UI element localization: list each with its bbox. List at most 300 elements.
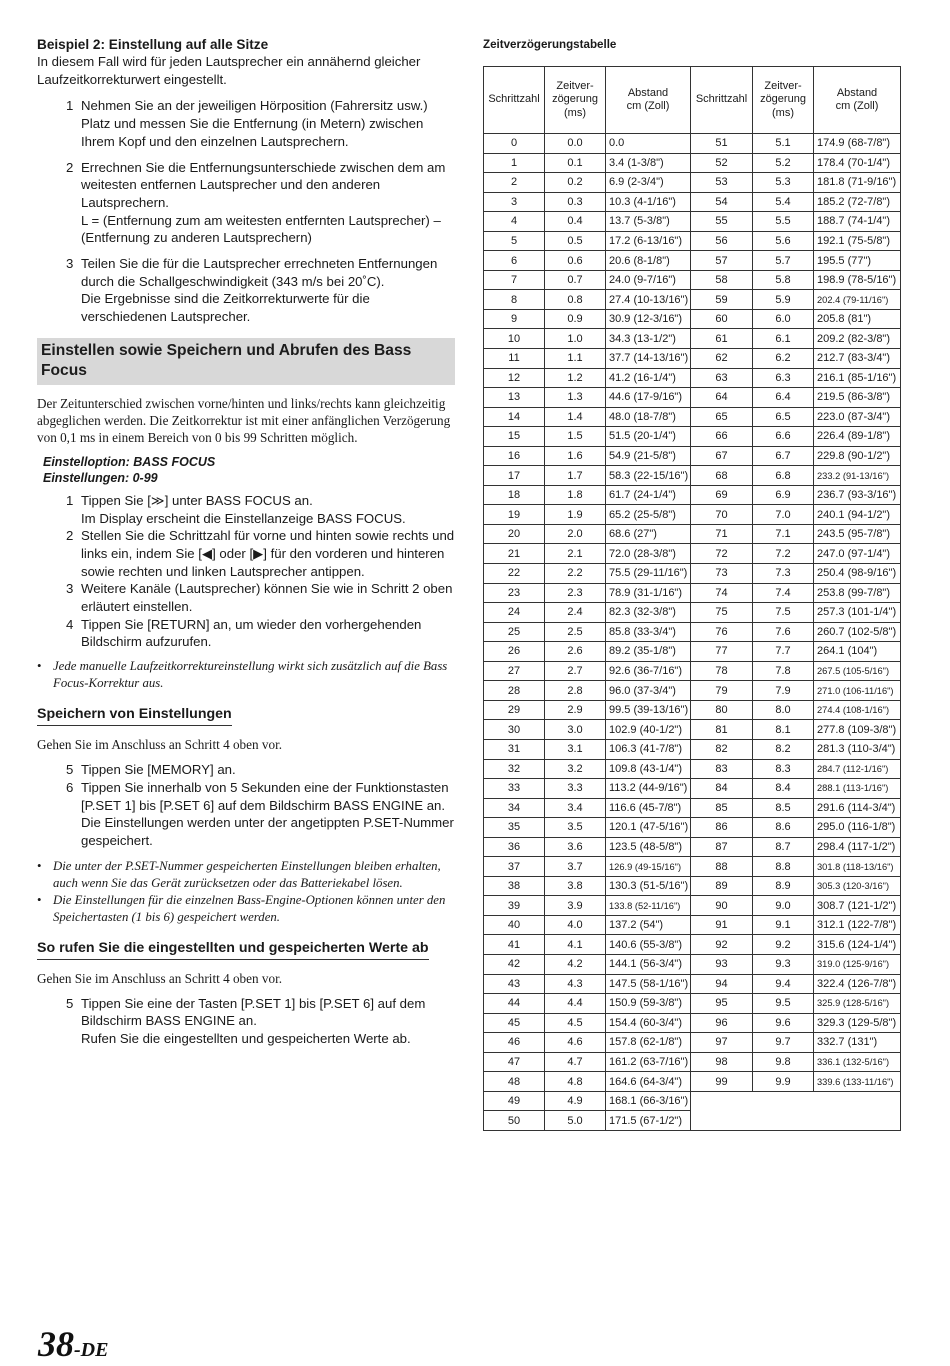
table-cell: 49 bbox=[484, 1091, 545, 1111]
distance-cell: 65.2 (25-5/8") bbox=[606, 505, 691, 525]
distance-cell: 233.2 (91-13/16") bbox=[814, 466, 901, 486]
header-cell: Schrittzahl bbox=[691, 67, 753, 134]
empty-cell bbox=[691, 1091, 901, 1130]
distance-cell: 181.8 (71-9/16") bbox=[814, 173, 901, 193]
note-text: Die unter der P.SET-Nummer gespeicherten Einstellungen bleiben erhalten, auch wenn Sie das Gerät zurücksetzen oder das Batteriekabel lösen. bbox=[53, 858, 441, 890]
table-cell: 3.5 bbox=[545, 818, 606, 838]
section-title: Einstellen sowie Speichern und Abrufen des Bass Focus bbox=[37, 338, 455, 385]
distance-cell: 78.9 (31-1/16") bbox=[606, 583, 691, 603]
table-cell: 65 bbox=[691, 407, 753, 427]
table-cell: 8.6 bbox=[753, 818, 814, 838]
distance-cell: 51.5 (20-1/4") bbox=[606, 427, 691, 447]
table-row bbox=[484, 251, 901, 271]
table-cell: 1.4 bbox=[545, 407, 606, 427]
table-cell: 2 bbox=[484, 173, 545, 193]
distance-cell: 10.3 (4-1/16") bbox=[606, 192, 691, 212]
table-cell: 47 bbox=[484, 1052, 545, 1072]
table-body bbox=[484, 134, 901, 1131]
table-cell: 95 bbox=[691, 994, 753, 1014]
table-cell: 2.6 bbox=[545, 642, 606, 662]
step-text: Im Display erscheint die Einstellanzeige BASS FOCUS. bbox=[81, 510, 406, 526]
table-cell: 6.2 bbox=[753, 349, 814, 369]
table-cell: 5.9 bbox=[753, 290, 814, 310]
distance-cell: 192.1 (75-5/8") bbox=[814, 231, 901, 251]
table-row bbox=[484, 896, 901, 916]
table-cell: 0.5 bbox=[545, 231, 606, 251]
table-cell: 14 bbox=[484, 407, 545, 427]
table-row bbox=[484, 798, 901, 818]
distance-cell: 3.4 (1-3/8") bbox=[606, 153, 691, 173]
table-cell: 5.0 bbox=[545, 1111, 606, 1131]
table-cell: 7.0 bbox=[753, 505, 814, 525]
table-cell: 1.6 bbox=[545, 446, 606, 466]
distance-cell: 150.9 (59-3/8") bbox=[606, 994, 691, 1014]
distance-cell: 157.8 (62-1/8") bbox=[606, 1033, 691, 1053]
recall-intro: Gehen Sie im Anschluss an Schritt 4 oben vor. bbox=[37, 970, 283, 986]
option-line-1: Einstelloption: BASS FOCUS bbox=[43, 454, 216, 469]
table-cell: 3.0 bbox=[545, 720, 606, 740]
distance-cell: 34.3 (13-1/2") bbox=[606, 329, 691, 349]
table-cell: 54 bbox=[691, 192, 753, 212]
table-cell: 1.5 bbox=[545, 427, 606, 447]
table-cell: 37 bbox=[484, 857, 545, 877]
distance-cell: 188.7 (74-1/4") bbox=[814, 212, 901, 232]
distance-cell: 0.0 bbox=[606, 134, 691, 154]
table-cell: 58 bbox=[691, 270, 753, 290]
table-cell: 29 bbox=[484, 700, 545, 720]
distance-cell: 44.6 (17-9/16") bbox=[606, 388, 691, 408]
distance-cell: 202.4 (79-11/16") bbox=[814, 290, 901, 310]
table-row bbox=[484, 544, 901, 564]
distance-cell: 243.5 (95-7/8") bbox=[814, 524, 901, 544]
distance-cell: 133.8 (52-11/16") bbox=[606, 896, 691, 916]
distance-cell: 61.7 (24-1/4") bbox=[606, 485, 691, 505]
distance-cell: 30.9 (12-3/16") bbox=[606, 309, 691, 329]
table-cell: 5.2 bbox=[753, 153, 814, 173]
table-cell: 7.5 bbox=[753, 603, 814, 623]
table-cell: 44 bbox=[484, 994, 545, 1014]
table-row bbox=[484, 564, 901, 584]
table-cell: 2.5 bbox=[545, 622, 606, 642]
table-cell: 2.1 bbox=[545, 544, 606, 564]
distance-cell: 322.4 (126-7/8") bbox=[814, 974, 901, 994]
table-row bbox=[484, 192, 901, 212]
table-cell: 6 bbox=[484, 251, 545, 271]
distance-cell: 82.3 (32-3/8") bbox=[606, 603, 691, 623]
table-row bbox=[484, 290, 901, 310]
table-cell: 81 bbox=[691, 720, 753, 740]
table-cell: 3.2 bbox=[545, 759, 606, 779]
table-cell: 9.7 bbox=[753, 1033, 814, 1053]
distance-cell: 58.3 (22-15/16") bbox=[606, 466, 691, 486]
table-cell: 4.5 bbox=[545, 1013, 606, 1033]
table-cell: 85 bbox=[691, 798, 753, 818]
table-cell: 16 bbox=[484, 446, 545, 466]
distance-cell: 315.6 (124-1/4") bbox=[814, 935, 901, 955]
page-number bbox=[38, 1322, 108, 1366]
step-number: 1 bbox=[66, 492, 74, 508]
distance-cell: 209.2 (82-3/8") bbox=[814, 329, 901, 349]
table-cell: 6.7 bbox=[753, 446, 814, 466]
table-row bbox=[484, 935, 901, 955]
table-cell: 43 bbox=[484, 974, 545, 994]
table-cell: 2.3 bbox=[545, 583, 606, 603]
table-cell: 38 bbox=[484, 876, 545, 896]
table-cell: 9.3 bbox=[753, 954, 814, 974]
distance-cell: 164.6 (64-3/4") bbox=[606, 1072, 691, 1092]
table-cell: 63 bbox=[691, 368, 753, 388]
table-cell: 5.6 bbox=[753, 231, 814, 251]
table-cell: 26 bbox=[484, 642, 545, 662]
table-header-row bbox=[484, 67, 901, 134]
table-row bbox=[484, 954, 901, 974]
distance-cell: 291.6 (114-3/4") bbox=[814, 798, 901, 818]
step-text: Nehmen Sie an der jeweiligen Hörposition (Fahrersitz usw.) Platz und messen Sie die Entfernung (in Metern) zwischen Ihrem Kopf und den einzelnen Lautsprechern. bbox=[81, 98, 428, 149]
table-cell: 9.2 bbox=[753, 935, 814, 955]
step-text: Tippen Sie [RETURN] an, um wieder den vorhergehenden Bildschirm aufzurufen. bbox=[81, 616, 422, 650]
table-cell: 19 bbox=[484, 505, 545, 525]
table-cell: 23 bbox=[484, 583, 545, 603]
distance-cell: 267.5 (105-5/16") bbox=[814, 661, 901, 681]
distance-cell: 319.0 (125-9/16") bbox=[814, 954, 901, 974]
step-item bbox=[66, 761, 455, 779]
table-cell: 3.6 bbox=[545, 837, 606, 857]
distance-cell: 113.2 (44-9/16") bbox=[606, 779, 691, 799]
note-item bbox=[37, 658, 455, 692]
table-cell: 62 bbox=[691, 349, 753, 369]
distance-cell: 288.1 (113-1/16") bbox=[814, 779, 901, 799]
table-cell: 80 bbox=[691, 700, 753, 720]
step-item bbox=[66, 527, 455, 580]
save-heading: Speichern von Einstellungen bbox=[37, 705, 232, 726]
table-cell: 4.8 bbox=[545, 1072, 606, 1092]
distance-cell: 250.4 (98-9/16") bbox=[814, 564, 901, 584]
table-cell: 42 bbox=[484, 954, 545, 974]
table-row bbox=[484, 270, 901, 290]
distance-cell: 332.7 (131") bbox=[814, 1033, 901, 1053]
table-row bbox=[484, 994, 901, 1014]
step-number: 3 bbox=[66, 256, 74, 272]
table-cell: 6.4 bbox=[753, 388, 814, 408]
step-item bbox=[66, 779, 455, 850]
table-row bbox=[484, 1091, 901, 1111]
distance-cell: 48.0 (18-7/8") bbox=[606, 407, 691, 427]
distance-cell: 27.4 (10-13/16") bbox=[606, 290, 691, 310]
step-text: Tippen Sie eine der Tasten [P.SET 1] bis [P.SET 6] auf dem Bildschirm BASS ENGINE an. bbox=[81, 995, 426, 1029]
table-cell: 57 bbox=[691, 251, 753, 271]
save-intro: Gehen Sie im Anschluss an Schritt 4 oben vor. bbox=[37, 737, 283, 753]
distance-cell: 174.9 (68-7/8") bbox=[814, 134, 901, 154]
step-item bbox=[66, 255, 455, 326]
table-cell: 35 bbox=[484, 818, 545, 838]
table-row bbox=[484, 681, 901, 701]
table-row bbox=[484, 974, 901, 994]
table-cell: 83 bbox=[691, 759, 753, 779]
distance-cell: 54.9 (21-5/8") bbox=[606, 446, 691, 466]
table-cell: 7.7 bbox=[753, 642, 814, 662]
table-cell: 0.0 bbox=[545, 134, 606, 154]
table-row bbox=[484, 876, 901, 896]
table-cell: 10 bbox=[484, 329, 545, 349]
step-number: 3 bbox=[66, 581, 74, 597]
step-number: 5 bbox=[66, 995, 74, 1011]
header-cell: Schrittzahl bbox=[484, 67, 545, 134]
table-cell: 3.3 bbox=[545, 779, 606, 799]
table-row bbox=[484, 134, 901, 154]
table-cell: 1.2 bbox=[545, 368, 606, 388]
left-column bbox=[37, 36, 455, 1048]
table-cell: 6.5 bbox=[753, 407, 814, 427]
table-row bbox=[484, 1052, 901, 1072]
table-cell: 91 bbox=[691, 915, 753, 935]
distance-cell: 312.1 (122-7/8") bbox=[814, 915, 901, 935]
table-cell: 69 bbox=[691, 485, 753, 505]
table-cell: 98 bbox=[691, 1052, 753, 1072]
distance-cell: 126.9 (49-15/16") bbox=[606, 857, 691, 877]
distance-cell: 140.6 (55-3/8") bbox=[606, 935, 691, 955]
table-cell: 82 bbox=[691, 739, 753, 759]
step-item bbox=[66, 492, 455, 527]
table-cell: 5.8 bbox=[753, 270, 814, 290]
table-cell: 90 bbox=[691, 896, 753, 916]
table-cell: 0 bbox=[484, 134, 545, 154]
table-row bbox=[484, 212, 901, 232]
table-cell: 3.7 bbox=[545, 857, 606, 877]
table-cell: 97 bbox=[691, 1033, 753, 1053]
table-cell: 30 bbox=[484, 720, 545, 740]
table-row bbox=[484, 915, 901, 935]
table-cell: 45 bbox=[484, 1013, 545, 1033]
table-cell: 9 bbox=[484, 309, 545, 329]
table-cell: 21 bbox=[484, 544, 545, 564]
table-cell: 32 bbox=[484, 759, 545, 779]
step-text: Teilen Sie die für die Lautsprecher errechneten Entfernungen durch die Schallgeschwindigkeit (343 m/s bei 20˚C). bbox=[81, 256, 438, 289]
table-cell: 92 bbox=[691, 935, 753, 955]
step-text: Die Ergebnisse sind die Zeitkorrekturwerte für die verschiedenen Lautsprecher. bbox=[81, 291, 370, 325]
table-cell: 66 bbox=[691, 427, 753, 447]
table-cell: 6.1 bbox=[753, 329, 814, 349]
table-cell: 6.8 bbox=[753, 466, 814, 486]
distance-cell: 305.3 (120-3/16") bbox=[814, 876, 901, 896]
table-row bbox=[484, 485, 901, 505]
table-cell: 39 bbox=[484, 896, 545, 916]
table-cell: 1.7 bbox=[545, 466, 606, 486]
table-row bbox=[484, 446, 901, 466]
distance-cell: 216.1 (85-1/16") bbox=[814, 368, 901, 388]
distance-cell: 17.2 (6-13/16") bbox=[606, 231, 691, 251]
distance-cell: 154.4 (60-3/4") bbox=[606, 1013, 691, 1033]
option-line-2: Einstellungen: 0-99 bbox=[43, 470, 158, 485]
table-cell: 2.2 bbox=[545, 564, 606, 584]
table-cell: 8.3 bbox=[753, 759, 814, 779]
table-cell: 8.7 bbox=[753, 837, 814, 857]
table-row bbox=[484, 779, 901, 799]
table-row bbox=[484, 642, 901, 662]
step-item bbox=[66, 97, 455, 150]
table-cell: 1.0 bbox=[545, 329, 606, 349]
table-cell: 1.1 bbox=[545, 349, 606, 369]
table-cell: 2.7 bbox=[545, 661, 606, 681]
table-cell: 73 bbox=[691, 564, 753, 584]
distance-cell: 41.2 (16-1/4") bbox=[606, 368, 691, 388]
distance-cell: 185.2 (72-7/8") bbox=[814, 192, 901, 212]
distance-cell: 144.1 (56-3/4") bbox=[606, 954, 691, 974]
distance-cell: 236.7 (93-3/16") bbox=[814, 485, 901, 505]
table-cell: 8.1 bbox=[753, 720, 814, 740]
distance-cell: 147.5 (58-1/16") bbox=[606, 974, 691, 994]
header-cell: Abstand cm (Zoll) bbox=[606, 67, 691, 134]
table-cell: 86 bbox=[691, 818, 753, 838]
table-cell: 5.4 bbox=[753, 192, 814, 212]
table-row bbox=[484, 720, 901, 740]
table-cell: 68 bbox=[691, 466, 753, 486]
bullet-icon: • bbox=[37, 892, 42, 907]
distance-cell: 6.9 (2-3/4") bbox=[606, 173, 691, 193]
distance-cell: 281.3 (110-3/4") bbox=[814, 739, 901, 759]
table-cell: 51 bbox=[691, 134, 753, 154]
distance-cell: 178.4 (70-1/4") bbox=[814, 153, 901, 173]
header-cell: Zeitver- zögerung (ms) bbox=[753, 67, 814, 134]
table-cell: 4.0 bbox=[545, 915, 606, 935]
table-row bbox=[484, 309, 901, 329]
distance-cell: 247.0 (97-1/4") bbox=[814, 544, 901, 564]
distance-cell: 168.1 (66-3/16") bbox=[606, 1091, 691, 1111]
distance-cell: 284.7 (112-1/16") bbox=[814, 759, 901, 779]
page-number-suffix: -DE bbox=[74, 1339, 109, 1361]
table-cell: 40 bbox=[484, 915, 545, 935]
distance-cell: 161.2 (63-7/16") bbox=[606, 1052, 691, 1072]
table-cell: 3.1 bbox=[545, 739, 606, 759]
table-cell: 24 bbox=[484, 603, 545, 623]
table-cell: 89 bbox=[691, 876, 753, 896]
step-text: Die Einstellungen werden unter der angetippten P.SET-Nummer gespeichert. bbox=[81, 815, 454, 848]
table-cell: 4.9 bbox=[545, 1091, 606, 1111]
table-cell: 8.2 bbox=[753, 739, 814, 759]
table-cell: 4.3 bbox=[545, 974, 606, 994]
distance-cell: 339.6 (133-11/16") bbox=[814, 1072, 901, 1092]
table-cell: 27 bbox=[484, 661, 545, 681]
table-cell: 11 bbox=[484, 349, 545, 369]
table-cell: 3.4 bbox=[545, 798, 606, 818]
distance-cell: 195.5 (77") bbox=[814, 251, 901, 271]
table-cell: 0.3 bbox=[545, 192, 606, 212]
distance-cell: 226.4 (89-1/8") bbox=[814, 427, 901, 447]
right-column bbox=[483, 38, 900, 1131]
distance-cell: 301.8 (118-13/16") bbox=[814, 857, 901, 877]
table-row bbox=[484, 505, 901, 525]
table-cell: 70 bbox=[691, 505, 753, 525]
table-cell: 3.9 bbox=[545, 896, 606, 916]
table-cell: 28 bbox=[484, 681, 545, 701]
table-cell: 93 bbox=[691, 954, 753, 974]
table-cell: 71 bbox=[691, 524, 753, 544]
table-row bbox=[484, 153, 901, 173]
example-intro: In diesem Fall wird für jeden Lautsprecher ein annähernd gleicher Laufzeitkorrekturwert eingestellt. bbox=[37, 54, 421, 87]
table-cell: 18 bbox=[484, 485, 545, 505]
table-cell: 72 bbox=[691, 544, 753, 564]
distance-cell: 102.9 (40-1/2") bbox=[606, 720, 691, 740]
table-cell: 0.8 bbox=[545, 290, 606, 310]
step-item bbox=[66, 995, 455, 1048]
distance-cell: 336.1 (132-5/16") bbox=[814, 1052, 901, 1072]
table-cell: 59 bbox=[691, 290, 753, 310]
distance-cell: 253.8 (99-7/8") bbox=[814, 583, 901, 603]
table-cell: 9.4 bbox=[753, 974, 814, 994]
distance-cell: 13.7 (5-3/8") bbox=[606, 212, 691, 232]
table-row bbox=[484, 1033, 901, 1053]
section-intro: Der Zeitunterschied zwischen vorne/hinten und links/rechts kann gleichzeitig abgeglichen werden. Die Zeitkorrektur ist mit einer anfänglichen Verzögerung von 0,1 ms in einem Bereich von 0 bis 99 Schritten möglich. bbox=[37, 395, 451, 445]
table-cell: 3 bbox=[484, 192, 545, 212]
step-number: 1 bbox=[66, 98, 74, 114]
table-row bbox=[484, 622, 901, 642]
table-cell: 8.8 bbox=[753, 857, 814, 877]
table-cell: 77 bbox=[691, 642, 753, 662]
table-cell: 8.0 bbox=[753, 700, 814, 720]
table-row bbox=[484, 857, 901, 877]
distance-cell: 257.3 (101-1/4") bbox=[814, 603, 901, 623]
table-cell: 34 bbox=[484, 798, 545, 818]
table-cell: 6.0 bbox=[753, 309, 814, 329]
table-cell: 7.2 bbox=[753, 544, 814, 564]
bullet-icon: • bbox=[37, 858, 42, 873]
table-cell: 4.1 bbox=[545, 935, 606, 955]
table-cell: 76 bbox=[691, 622, 753, 642]
setting-option bbox=[43, 454, 455, 486]
table-cell: 8.5 bbox=[753, 798, 814, 818]
distance-cell: 212.7 (83-3/4") bbox=[814, 349, 901, 369]
table-cell: 17 bbox=[484, 466, 545, 486]
table-cell: 9.9 bbox=[753, 1072, 814, 1092]
table-cell: 0.7 bbox=[545, 270, 606, 290]
distance-cell: 85.8 (33-3/4") bbox=[606, 622, 691, 642]
table-cell: 1.3 bbox=[545, 388, 606, 408]
table-cell: 5 bbox=[484, 231, 545, 251]
recall-steps bbox=[66, 995, 455, 1048]
distance-cell: 260.7 (102-5/8") bbox=[814, 622, 901, 642]
step-text: Errechnen Sie die Entfernungsunterschiede zwischen dem am weitesten entfernen Lautsprecher und den anderen Lautsprechern. bbox=[81, 159, 446, 210]
table-cell: 9.0 bbox=[753, 896, 814, 916]
delay-table bbox=[483, 66, 901, 1131]
table-cell: 79 bbox=[691, 681, 753, 701]
table-cell: 53 bbox=[691, 173, 753, 193]
distance-cell: 277.8 (109-3/8") bbox=[814, 720, 901, 740]
table-cell: 5.1 bbox=[753, 134, 814, 154]
table-row bbox=[484, 329, 901, 349]
table-cell: 0.2 bbox=[545, 173, 606, 193]
page-number-value: 38 bbox=[38, 1324, 74, 1364]
table-row bbox=[484, 818, 901, 838]
table-cell: 60 bbox=[691, 309, 753, 329]
table-row bbox=[484, 173, 901, 193]
table-cell: 25 bbox=[484, 622, 545, 642]
note-text: Die Einstellungen für die einzelnen Bass-Engine-Optionen können unter den Speichertasten (1 bis 6) gespeichert werden. bbox=[53, 892, 446, 924]
save-steps bbox=[66, 761, 455, 850]
distance-cell: 295.0 (116-1/8") bbox=[814, 818, 901, 838]
distance-cell: 120.1 (47-5/16") bbox=[606, 818, 691, 838]
table-cell: 1 bbox=[484, 153, 545, 173]
table-row bbox=[484, 349, 901, 369]
distance-cell: 123.5 (48-5/8") bbox=[606, 837, 691, 857]
header-cell: Abstand cm (Zoll) bbox=[814, 67, 901, 134]
table-cell: 75 bbox=[691, 603, 753, 623]
distance-cell: 264.1 (104") bbox=[814, 642, 901, 662]
table-cell: 7.8 bbox=[753, 661, 814, 681]
table-cell: 4.6 bbox=[545, 1033, 606, 1053]
table-cell: 88 bbox=[691, 857, 753, 877]
focus-notes bbox=[37, 658, 455, 692]
table-cell: 8.9 bbox=[753, 876, 814, 896]
table-cell: 6.9 bbox=[753, 485, 814, 505]
